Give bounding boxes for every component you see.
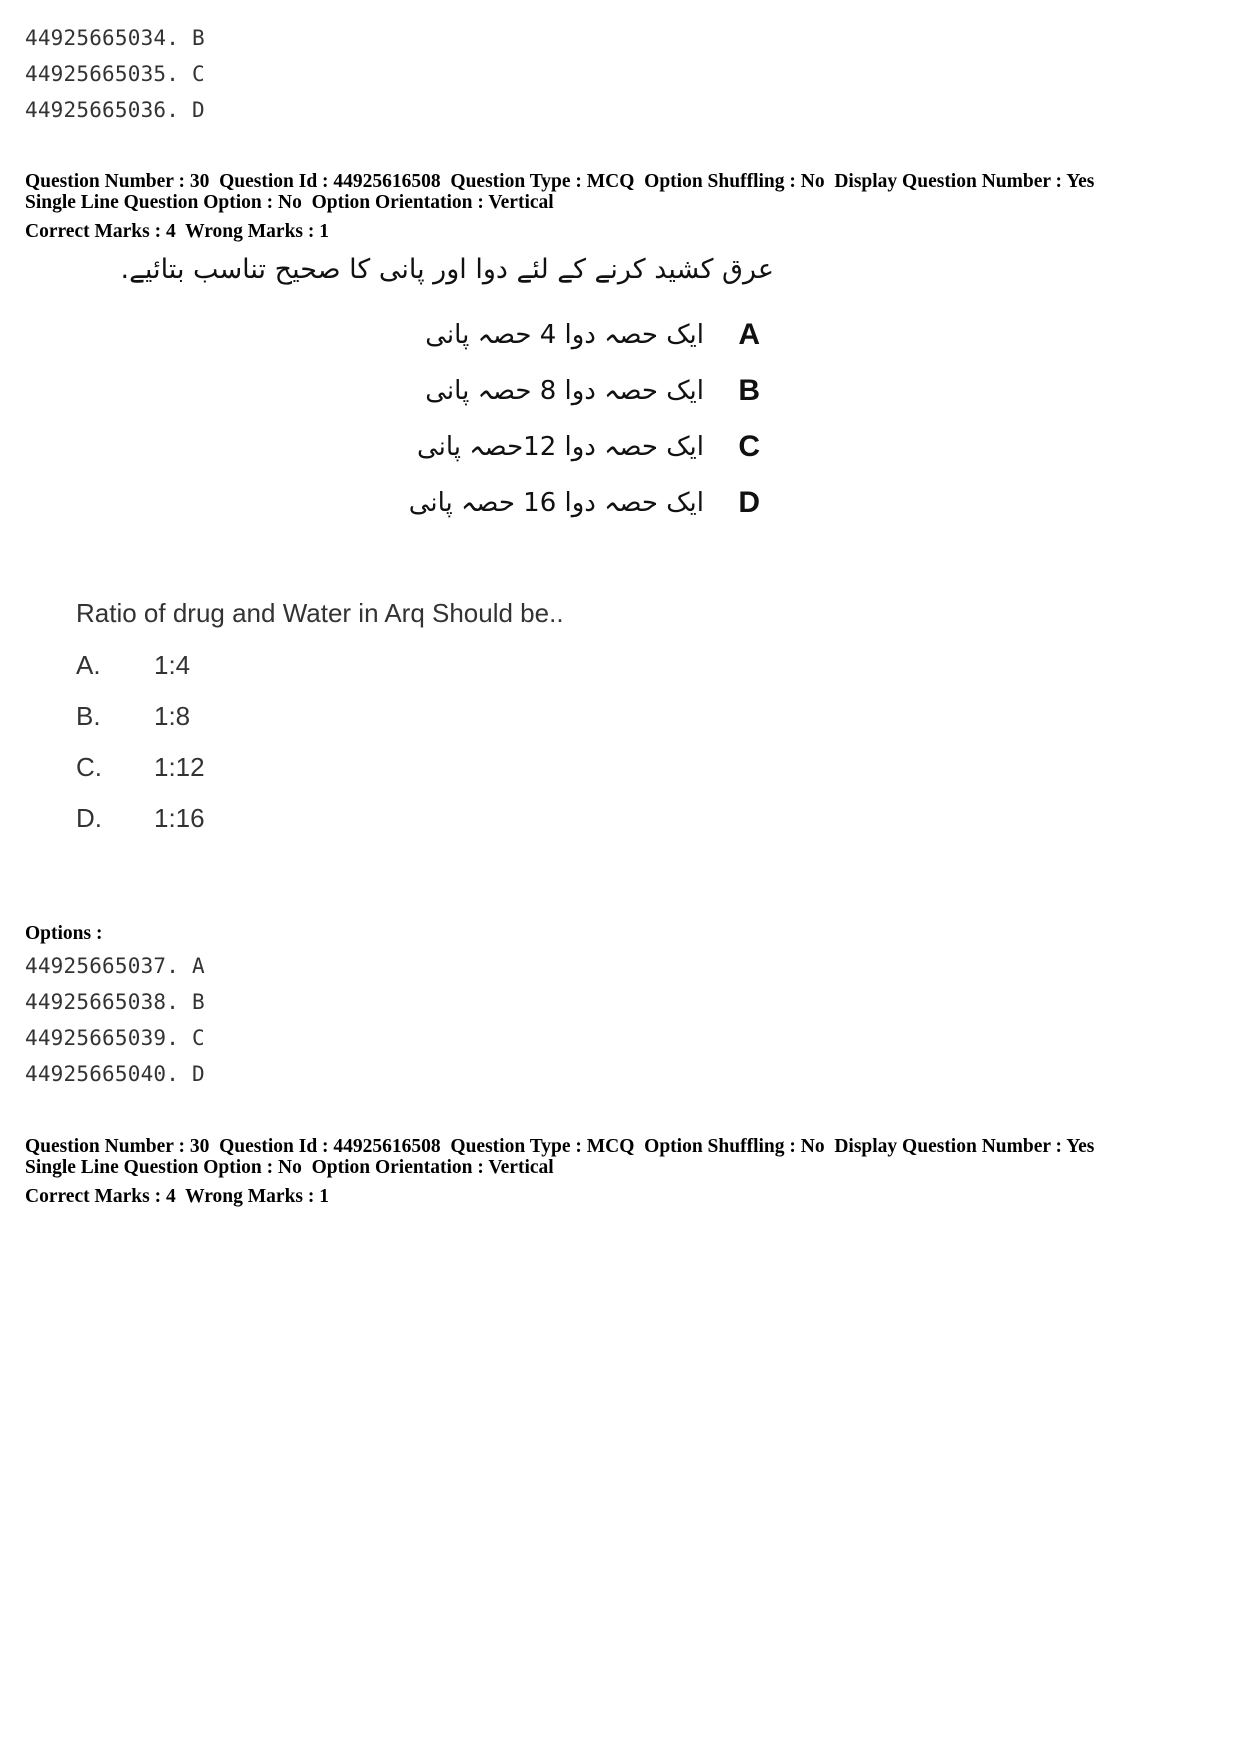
question-meta-line: Question Number : 30 Question Id : 44925616508 Question Type : MCQ Option Shuffling : No Display Question Number : Yes	[25, 171, 1095, 192]
option-id: 44925665038. B	[25, 990, 205, 1014]
english-option	[76, 701, 376, 737]
urdu-option-text: ایک حصہ دوا 16 حصہ پانی	[408, 488, 704, 518]
question-meta-line: Question Number : 30 Question Id : 44925616508 Question Type : MCQ Option Shuffling : No Display Question Number : Yes	[25, 1136, 1095, 1157]
english-option-value: 1:16	[154, 803, 205, 833]
urdu-option-text: ایک حصہ دوا 4 حصہ پانی	[425, 320, 704, 350]
english-option-value: 1:4	[154, 650, 191, 680]
question-marks-line: Correct Marks : 4 Wrong Marks : 1	[25, 221, 330, 242]
english-option	[76, 752, 376, 788]
english-question-text: Ratio of drug and Water in Arq Should be..	[76, 598, 564, 628]
urdu-question-text: عرق کشید کرنے کے لئے دوا اور پانی کا صحیح تناسب بتائیے.	[120, 254, 774, 285]
english-option	[76, 650, 376, 686]
urdu-option-text: ایک حصہ دوا 8 حصہ پانی	[425, 376, 704, 406]
english-option-label: B.	[76, 701, 101, 731]
english-option-label: D.	[76, 803, 102, 833]
urdu-option	[380, 430, 760, 478]
urdu-option-text: ایک حصہ دوا 12حصہ پانی	[416, 432, 704, 462]
english-option-label: A.	[76, 650, 101, 680]
question-marks-line: Correct Marks : 4 Wrong Marks : 1	[25, 1186, 330, 1207]
english-option-value: 1:12	[154, 752, 205, 782]
urdu-option-letter: C	[738, 430, 760, 463]
option-id: 44925665037. A	[25, 954, 205, 978]
english-option-label: C.	[76, 752, 102, 782]
option-id: 44925665039. C	[25, 1026, 205, 1050]
question-meta-line: Single Line Question Option : No Option Orientation : Vertical	[25, 192, 554, 213]
prev-option-id: 44925665036. D	[25, 98, 205, 122]
option-id: 44925665040. D	[25, 1062, 205, 1086]
prev-option-id: 44925665034. B	[25, 26, 205, 50]
urdu-option	[380, 374, 760, 422]
urdu-option-letter: A	[738, 318, 760, 351]
urdu-option-letter: D	[738, 486, 760, 519]
english-option	[76, 803, 376, 839]
options-heading: Options :	[25, 923, 103, 944]
question-meta-line: Single Line Question Option : No Option Orientation : Vertical	[25, 1157, 554, 1178]
urdu-option-letter: B	[738, 374, 760, 407]
urdu-option	[380, 486, 760, 534]
english-option-value: 1:8	[154, 701, 191, 731]
urdu-option	[380, 318, 760, 366]
prev-option-id: 44925665035. C	[25, 62, 205, 86]
